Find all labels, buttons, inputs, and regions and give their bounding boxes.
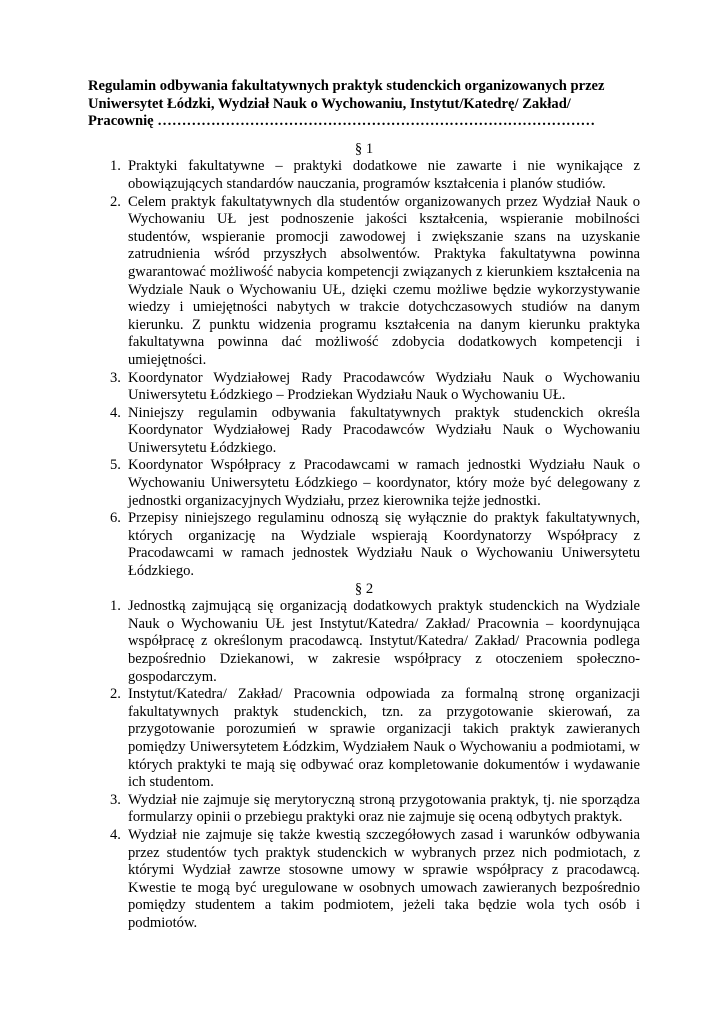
item-number: 2.	[110, 193, 121, 210]
item-text: Instytut/Katedra/ Zakład/ Pracownia odpowiada za formalną stronę organizacji fakultatywnych praktyk studenckich, tzn. za przygotowanie skierowań, za przygotowanie porozumień w sprawie organizacji takich praktyk zawieranych pomiędzy Uniwersytetem Łódzkim, Wydziałem Nauk o Wychowaniu a podmiotami, w których praktyki te mają się odbywać oraz kompletowanie dokumentów i wydawanie ich studentom.	[128, 686, 640, 791]
item-text: Niniejszy regulamin odbywania fakultatywnych praktyk studenckich określa Koordynator Wydziałowej Rady Pracodawców Wydziału Nauk o Wychowaniu Uniwersytetu Łódzkiego.	[128, 404, 640, 456]
section-mark: § 2	[354, 580, 374, 597]
item-number: 4.	[110, 826, 121, 843]
item-number: 3.	[110, 791, 121, 808]
item-text: Celem praktyk fakultatywnych dla studentów organizowanych przez Wydział Nauk o Wychowaniu UŁ jest podnoszenie jakości kształcenia, wspieranie mobilności studentów, wspieranie promocji zawodowej i zwiększanie szans na uzyskanie zatrudnienia wśród przyszłych absolwentów. Praktyka fakultatywna powinna gwarantować możliwość nabycia kompetencji związanych z kierunkiem kształcenia na Wydziale Nauk o Wychowaniu UŁ, dzięki czemu możliwe będzie wykorzystywanie wiedzy i umiejętności nabytych w trakcie dotychczasowych studiów na danym kierunku. Z punktu widzenia programu kształcenia na danym kierunku praktyka fakultatywna powinna dać możliwość zdobycia dodatkowych kompetencji i umiejętności.	[128, 193, 640, 368]
list-item	[88, 194, 640, 370]
numbered-list	[88, 598, 640, 932]
list-item	[88, 686, 640, 792]
item-text: Wydział nie zajmuje się merytoryczną stroną przygotowania praktyk, tj. nie sporządza formularzy opinii o przebiegu praktyki oraz nie zajmuje się oceną odbytych praktyk.	[128, 791, 640, 826]
title-line: Uniwersytet Łódzki, Wydział Nauk o Wychowaniu, Instytut/Katedrę/ Zakład/	[88, 95, 571, 112]
item-number: 1.	[110, 158, 121, 175]
section-2	[88, 581, 640, 933]
list-item	[88, 827, 640, 933]
title-line: Pracownię ………………………………………………………………………………	[88, 113, 596, 130]
item-number: 1.	[110, 598, 121, 615]
list-item	[88, 792, 640, 827]
item-text: Praktyki fakultatywne – praktyki dodatkowe nie zawarte i nie wynikające z obowiązujących standardów nauczania, programów kształcenia i planów studiów.	[128, 158, 640, 192]
item-number: 3.	[110, 369, 121, 386]
section-mark: § 1	[354, 140, 374, 157]
title-line: Regulamin odbywania fakultatywnych praktyk studenckich organizowanych przez	[88, 78, 605, 94]
list-item	[88, 457, 640, 510]
list-item	[88, 370, 640, 405]
document-page	[88, 78, 640, 933]
item-text: Koordynator Wydziałowej Rady Pracodawców Wydziału Nauk o Wychowaniu Uniwersytetu Łódzkiego – Prodziekan Wydziału Nauk o Wychowaniu UŁ.	[128, 369, 640, 404]
item-text: Koordynator Współpracy z Pracodawcami w ramach jednostki Wydziału Nauk o Wychowaniu Uniwersytetu Łódzkiego – koordynator, który może być delegowany z jednostki organizacyjnych Wydziału, przez kierownika tejże jednostki.	[128, 457, 640, 509]
item-text: Jednostką zajmującą się organizacją dodatkowych praktyk studenckich na Wydziale Nauk o Wychowaniu UŁ jest Instytut/Katedra/ Zakład/ Pracownia – koordynująca współpracę z określonym pracodawcą. Instytut/Katedra/ Zakład/ Pracownia podlega bezpośrednio Dziekanowi, w zakresie współpracy z otoczeniem społeczno-gospodarczym.	[128, 598, 640, 685]
list-item	[88, 405, 640, 458]
item-number: 5.	[110, 457, 121, 474]
list-item	[88, 158, 640, 193]
list-item	[88, 510, 640, 580]
item-number: 6.	[110, 510, 121, 527]
section-1	[88, 141, 640, 581]
numbered-list	[88, 158, 640, 580]
list-item	[88, 598, 640, 686]
item-number: 2.	[110, 686, 121, 703]
document-title	[88, 78, 640, 131]
item-text: Wydział nie zajmuje się także kwestią szczegółowych zasad i warunków odbywania przez studentów tych praktyk studenckich w wybranych przez nich podmiotach, z którymi Wydział zawrze stosowne umowy w sprawie współpracy z pracodawcą. Kwestie te mogą być uregulowane w osobnych umowach zawieranych bezpośrednio pomiędzy studentem a takim podmiotem, jeżeli taka będzie wola tych osób i podmiotów.	[128, 826, 640, 931]
item-number: 4.	[110, 404, 121, 421]
item-text: Przepisy niniejszego regulaminu odnoszą się wyłącznie do praktyk fakultatywnych, których organizację na Wydziale wspierają Koordynatorzy Współpracy z Pracodawcami w ramach jednostek Wydziału Nauk o Wychowaniu Uniwersytetu Łódzkiego.	[128, 510, 640, 580]
